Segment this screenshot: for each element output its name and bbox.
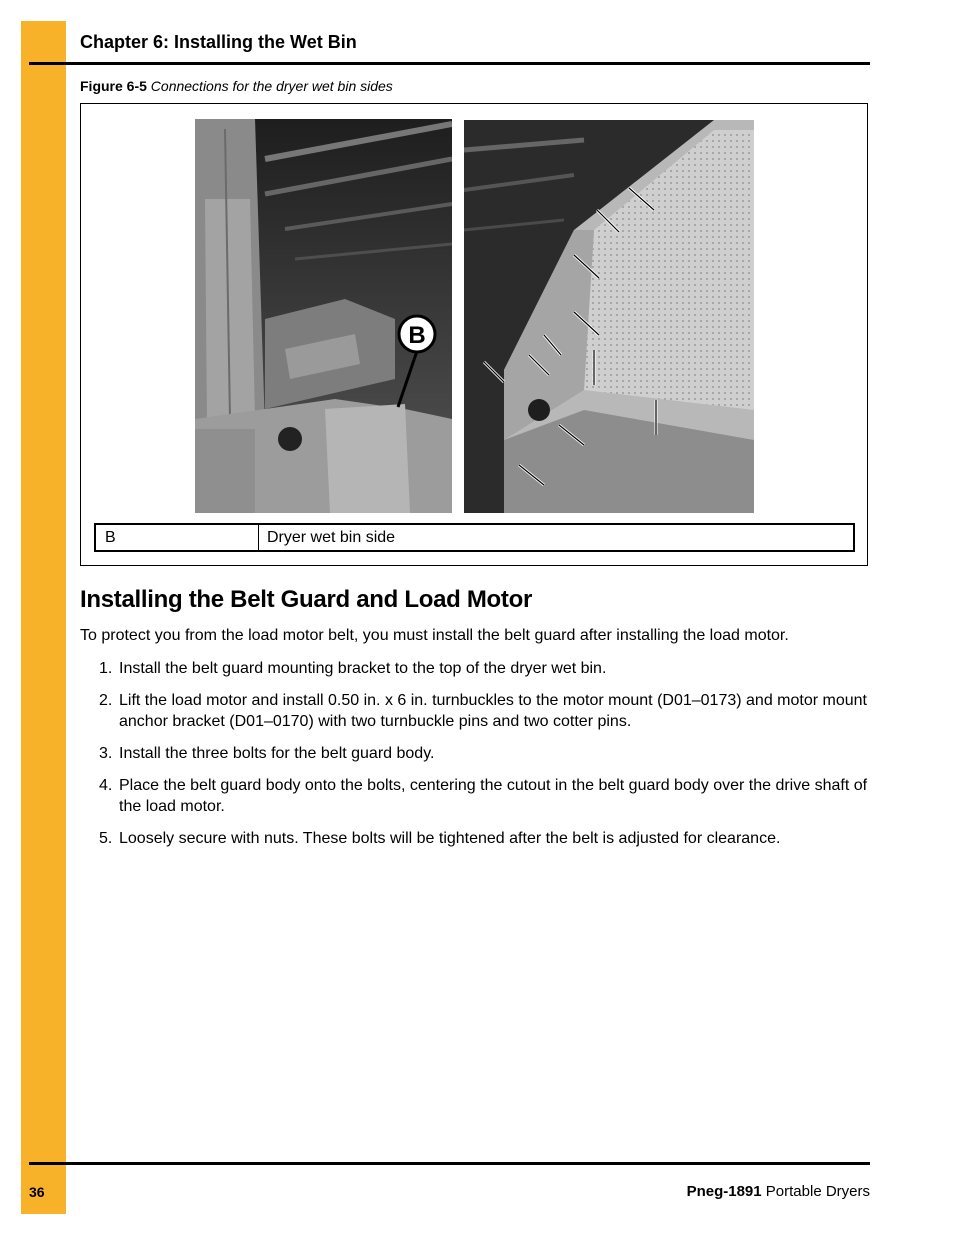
figure-legend-table	[94, 523, 855, 552]
step-number: 3.	[99, 745, 113, 762]
step-number: 5.	[99, 830, 113, 847]
legend-key: B	[96, 525, 259, 550]
installation-steps	[80, 658, 870, 860]
photo-wet-bin-connections	[464, 120, 754, 513]
figure-number: Figure 6-5	[80, 78, 147, 94]
document-number: Pneg-1891	[686, 1183, 762, 1200]
legend-description: Dryer wet bin side	[267, 529, 396, 546]
chapter-title: Chapter 6: Installing the Wet Bin	[80, 32, 357, 52]
footer-rule	[29, 1162, 870, 1165]
list-item	[80, 743, 870, 764]
photo-wet-bin-side-drawing	[195, 119, 452, 513]
step-text: Place the belt guard body onto the bolts, centering the cutout in the belt guard body over the drive shaft of the load motor.	[119, 777, 868, 815]
figure-caption-text: Connections for the dryer wet bin sides	[150, 78, 393, 94]
chapter-color-bar	[21, 21, 66, 1214]
list-item	[80, 658, 870, 679]
list-item	[80, 690, 870, 732]
list-item	[80, 828, 870, 849]
section-intro: To protect you from the load motor belt, you must install the belt guard after installing the load motor.	[80, 627, 789, 644]
step-number: 4.	[99, 777, 113, 794]
header-rule	[29, 62, 870, 65]
step-text: Install the belt guard mounting bracket to the top of the dryer wet bin.	[119, 660, 607, 677]
document-title: Portable Dryers	[765, 1183, 870, 1200]
photo-wet-bin-connections-drawing	[464, 120, 754, 513]
step-text: Install the three bolts for the belt guard body.	[119, 745, 435, 762]
page-number: 36	[29, 1184, 45, 1200]
section-title: Installing the Belt Guard and Load Motor	[80, 586, 533, 613]
photo-wet-bin-side	[195, 119, 452, 513]
step-number: 2.	[99, 692, 113, 709]
figure-caption	[80, 78, 393, 94]
step-text: Lift the load motor and install 0.50 in. x 6 in. turnbuckles to the motor mount (D01–0173) and motor mount anchor bracket (D01–0170) with two turnbuckle pins and two cotter pins.	[119, 692, 867, 730]
step-number: 1.	[99, 660, 113, 677]
step-text: Loosely secure with nuts. These bolts will be tightened after the belt is adjusted for clearance.	[119, 830, 781, 847]
list-item	[80, 775, 870, 817]
document-id	[687, 1183, 870, 1200]
callout-b-label: B	[408, 322, 426, 349]
